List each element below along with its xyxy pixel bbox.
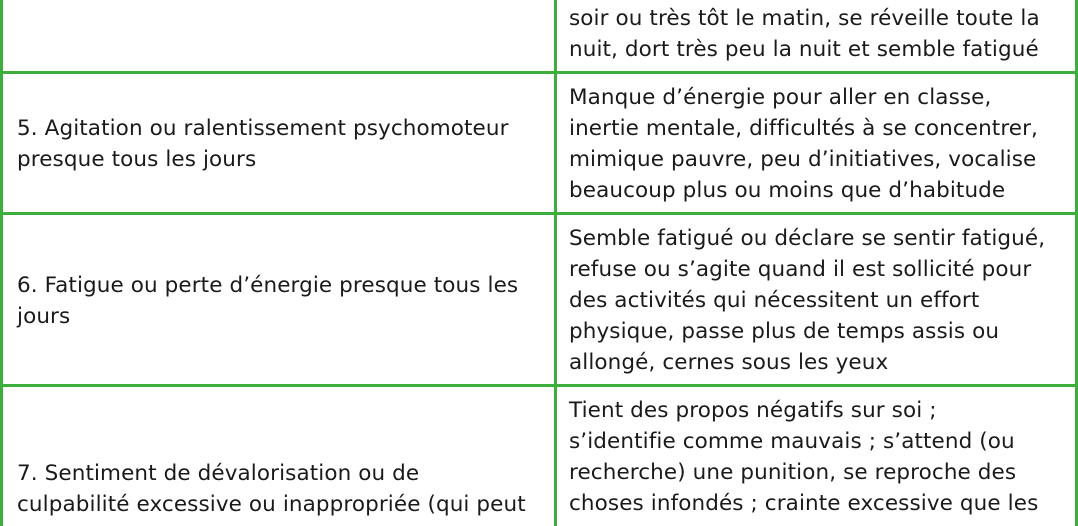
criterion-cell	[0, 0, 557, 71]
description-line: choses infondés ; crainte excessive que les	[569, 491, 1039, 516]
description-line: des activités qui nécessitent un effort	[569, 288, 980, 313]
description-line: beaucoup plus ou moins que d’habitude	[569, 178, 1006, 203]
criterion-line: 5. Agitation ou ralentissement psychomoteur	[17, 116, 509, 141]
description-cell	[557, 74, 1078, 212]
criterion-cell	[0, 387, 557, 526]
description-line: refuse ou s’agite quand il est sollicité pour	[569, 257, 1032, 282]
table-row-6	[0, 215, 1078, 387]
description-line: Semble fatigué ou déclare se sentir fatigué,	[569, 226, 1046, 251]
criterion-cell	[0, 74, 557, 212]
description-line: inertie mentale, difficultés à se concentrer,	[569, 116, 1038, 141]
description-line: recherche) une punition, se reproche des	[569, 460, 1017, 485]
description-cell	[557, 215, 1078, 384]
description-line: s’identifie comme mauvais ; s’attend (ou	[569, 429, 1015, 454]
table-row-5	[0, 74, 1078, 215]
description-line: nuit, dort très peu la nuit et semble fatigué	[569, 37, 1039, 62]
description-line: Tient des propos négatifs sur soi ;	[569, 398, 937, 423]
criterion-line: culpabilité excessive ou inappropriée (qui peut	[17, 492, 526, 517]
criterion-line: 7. Sentiment de dévalorisation ou de	[17, 461, 420, 486]
description-line: Manque d’énergie pour aller en classe,	[569, 85, 992, 110]
criterion-cell	[0, 215, 557, 384]
table-row-7	[0, 387, 1078, 526]
criterion-line: 6. Fatigue ou perte d’énergie presque tous les	[17, 272, 519, 298]
criterion-line: jours	[17, 303, 71, 329]
description-line: allongé, cernes sous les yeux	[569, 350, 889, 375]
description-line: physique, passe plus de temps assis ou	[569, 319, 1000, 344]
description-line: mimique pauvre, peu d’initiatives, vocalise	[569, 147, 1037, 172]
description-cell	[557, 0, 1078, 71]
table-row-4	[0, 0, 1078, 74]
criterion-line	[17, 0, 70, 3]
criterion-line: presque tous les jours	[17, 147, 257, 172]
description-cell	[557, 387, 1078, 526]
description-line: soir ou très tôt le matin, se réveille toute la	[569, 6, 1040, 31]
